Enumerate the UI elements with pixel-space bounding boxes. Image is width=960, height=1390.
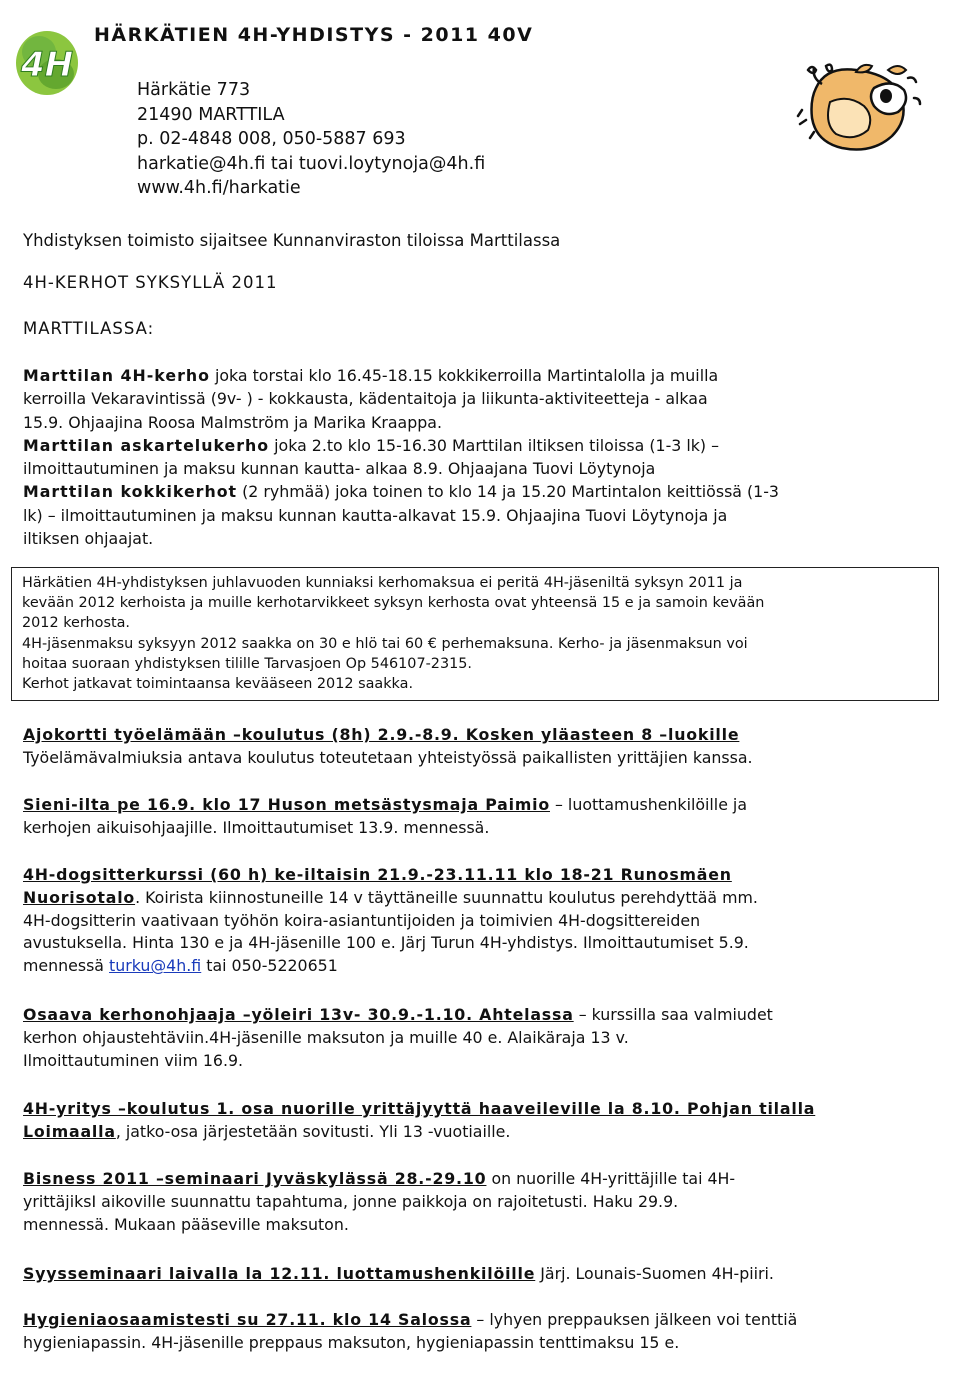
- marttila-heading: MARTTILASSA:: [23, 319, 155, 338]
- address-street: Härkätie 773: [137, 80, 251, 100]
- club-text: kerroilla Vekaravintissä (9v- ) - kokkausta, kädentaitoja ja liikunta-aktiviteetteja - alkaa: [23, 389, 708, 409]
- event-text: kerhojen aikuisohjaajille. Ilmoittautumiset 13.9. mennessä.: [23, 817, 490, 837]
- event-hygieniaosaamistesti: [23, 1309, 938, 1355]
- notice-line: kevään 2012 kerhoista ja muille kerhotarvikkeet syksyn kerhosta ovat yhteensä 15 e ja samoin kevään: [22, 595, 765, 612]
- address-website: www.4h.fi/harkatie: [137, 178, 301, 198]
- notice-line: Kerhot jatkavat toimintaansa kevääseen 2012 saakka.: [22, 676, 414, 693]
- club-name-kokkikerho: Marttilan kokkikerhot: [23, 482, 238, 502]
- event-text: mennessä. Mukaan pääseville maksuton.: [23, 1214, 349, 1234]
- svg-text:4H: 4H: [20, 45, 74, 85]
- address-email: harkatie@4h.fi tai tuovi.loytynoja@4h.fi: [137, 153, 486, 174]
- event-text: Ilmoittautuminen viim 16.9.: [23, 1050, 244, 1070]
- address-postal: 21490 MARTTILA: [137, 104, 285, 125]
- event-text: kerhon ohjaustehtäviin.4H-jäsenille maksuton ja muille 40 e. Alaikäraja 13 v.: [23, 1027, 629, 1047]
- address-phone: p. 02-4848 008, 050-5887 693: [137, 129, 406, 149]
- event-ajokortti: [23, 724, 938, 770]
- club-text: ilmoittautuminen ja maksu kunnan kautta- alkaa 8.9. Ohjaajana Tuovi Löytynoja: [23, 459, 656, 479]
- event-text: mennessä: [23, 956, 110, 976]
- event-heading: Ajokortti työelämään –koulutus (8h) 2.9.-8.9. Kosken yläasteen 8 –luokille: [23, 725, 740, 744]
- page-title: HÄRKÄTIEN 4H-YHDISTYS - 2011 40V: [94, 24, 534, 46]
- event-heading: Osaava kerhonohjaaja –yöleiri 13v- 30.9.-1.10. Ahtelassa: [23, 1005, 574, 1024]
- club-text: iltiksen ohjaajat.: [23, 529, 154, 549]
- fee-notice-box: [11, 567, 939, 701]
- event-sieni-ilta: [23, 794, 938, 840]
- club-text: lk) – ilmoittautuminen ja maksu kunnan kautta-alkavat 15.9. Ohjaajina Tuovi Löytynoja ja: [23, 505, 728, 525]
- club-text: (2 ryhmää) joka toinen to klo 14 ja 15.20 Martintalon keittiössä (1-3: [237, 482, 779, 502]
- notice-line: 4H-jäsenmaksu syksyyn 2012 saakka on 30 e hlö tai 60 € perhemaksuna. Kerho- ja jäsenmaksun voi: [22, 635, 748, 652]
- event-text: 4H-dogsitterin vaativaan työhön koira-asiantuntijoiden ja toimivien 4H-dogsittereiden: [23, 910, 701, 930]
- cartoon-animal-illustration: [796, 58, 924, 158]
- event-heading: Hygieniaosaamistesti su 27.11. klo 14 Salossa: [23, 1310, 472, 1329]
- club-name-4h-kerho: Marttilan 4H-kerho: [23, 366, 210, 385]
- event-text: avustuksella. Hinta 130 e ja 4H-jäsenille 100 e. Järj Turun 4H-yhdistys. Ilmoittautumiset 5.9.: [23, 933, 749, 953]
- office-note: Yhdistyksen toimisto sijaitsee Kunnanviraston tiloissa Marttilassa: [23, 231, 561, 250]
- event-heading: Nuorisotalo: [23, 887, 136, 907]
- event-dogsitter: [23, 864, 938, 978]
- event-heading: 4H-dogsitterkurssi (60 h) ke-iltaisin 21.9.-23.11.11 klo 18-21 Runosmäen: [23, 865, 732, 884]
- event-heading: Bisness 2011 –seminaari Jyväskylässä 28.-29.10: [23, 1169, 487, 1188]
- event-heading: Syysseminaari laivalla la 12.11. luottamushenkilöille: [23, 1264, 536, 1283]
- clubs-heading: 4H-KERHOT SYKSYLLÄ 2011: [23, 273, 278, 292]
- event-4h-yritys: [23, 1098, 938, 1144]
- event-text: . Koirista kiinnostuneille 14 v täyttäneille suunnattu koulutus perehdyttää mm.: [135, 887, 758, 907]
- event-syysseminaari: [23, 1263, 938, 1286]
- club-text: 15.9. Ohjaajina Roosa Malmström ja Marika Kraappa.: [23, 412, 442, 432]
- event-heading: 4H-yritys –koulutus 1. osa nuorille yrittäjyyttä haaveileville la 8.10. Pohjan tilalla: [23, 1099, 816, 1118]
- event-bisness-2011: [23, 1168, 938, 1236]
- event-heading: Loimaalla: [23, 1121, 116, 1141]
- event-text: , jatko-osa järjestetään sovitusti. Yli 13 -vuotiaille.: [115, 1121, 511, 1141]
- clubs-list: [23, 364, 779, 550]
- contact-address: [137, 78, 485, 201]
- event-text: – luottamushenkilöille ja: [549, 795, 747, 814]
- event-text: Järj. Lounais-Suomen 4H-piiri.: [535, 1264, 774, 1283]
- event-text: hygieniapassin. 4H-jäsenille preppaus maksuton, hygieniapassin tenttimaksu 15 e.: [23, 1332, 680, 1352]
- event-text: yrittäjiksI aikoville suunnattu tapahtuma, jonne paikkoja on rajoitetusti. Haku 29.9.: [23, 1191, 679, 1211]
- event-heading: Sieni-ilta pe 16.9. klo 17 Huson metsästysmaja Paimio: [23, 795, 550, 814]
- club-text: joka torstai klo 16.45-18.15 kokkikerroilla Martintalolla ja muilla: [209, 366, 719, 385]
- notice-line: hoitaa suoraan yhdistyksen tilille Tarvasjoen Op 546107-2315.: [22, 655, 473, 672]
- club-text: joka 2.to klo 15-16.30 Marttilan iltiksen tiloissa (1-3 lk) –: [269, 435, 719, 455]
- notice-line: 2012 kerhosta.: [22, 615, 130, 632]
- club-name-askartelu: Marttilan askartelukerho: [23, 435, 270, 455]
- email-link-turku[interactable]: turku@4h.fi: [109, 956, 202, 976]
- event-text: tai 050-5220651: [201, 956, 338, 976]
- event-text: – kurssilla saa valmiudet: [573, 1005, 773, 1024]
- event-text: Työelämävalmiuksia antava koulutus toteutetaan yhteistyössä paikallisten yrittäjien kanssa.: [23, 747, 753, 767]
- event-text: – lyhyen preppauksen jälkeen voi tenttiä: [471, 1310, 798, 1329]
- event-text: on nuorille 4H-yrittäjille tai 4H-: [486, 1169, 736, 1188]
- event-osaava-kerhonohjaaja: [23, 1004, 938, 1072]
- notice-line: Härkätien 4H-yhdistyksen juhlavuoden kunniaksi kerhomaksua ei peritä 4H-jäseniltä syksyn 2011 ja: [22, 575, 743, 591]
- 4h-clover-logo: [14, 28, 80, 98]
